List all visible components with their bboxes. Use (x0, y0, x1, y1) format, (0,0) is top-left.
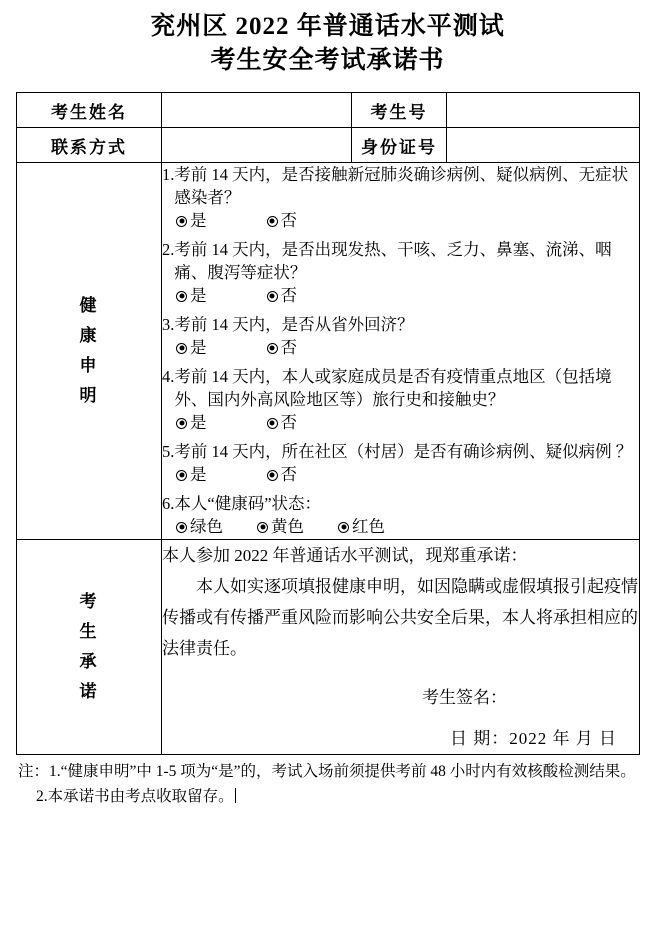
option-q6-yellow-label: 黄色 (271, 517, 304, 536)
option-q1-no-label: 否 (280, 211, 297, 230)
option-q1-yes[interactable] (176, 211, 207, 231)
field-candidate-number[interactable] (447, 93, 640, 128)
question-5-options (176, 465, 639, 485)
radio-icon[interactable] (267, 343, 278, 354)
option-q2-no-label: 否 (280, 286, 297, 305)
commitment-form-table (16, 92, 640, 755)
option-q2-yes[interactable] (176, 286, 207, 306)
table-row (17, 93, 640, 128)
footnote-2 (18, 784, 639, 809)
option-q6-yellow[interactable] (257, 517, 304, 537)
option-q3-yes[interactable] (176, 338, 207, 358)
question-2 (162, 238, 639, 284)
radio-icon[interactable] (267, 470, 278, 481)
option-q1-yes-label: 是 (190, 211, 207, 230)
option-q5-yes[interactable] (176, 465, 207, 485)
question-3-options (176, 338, 639, 358)
question-6-number: 6. (162, 494, 175, 513)
pledge-row (17, 540, 640, 755)
pledge-cell (162, 540, 640, 755)
question-2-number: 2. (162, 240, 175, 259)
question-5 (162, 440, 639, 463)
radio-icon[interactable] (176, 291, 187, 302)
option-q3-yes-label: 是 (190, 338, 207, 357)
option-q6-green[interactable] (176, 517, 223, 537)
option-q4-no[interactable] (267, 413, 298, 433)
option-q1-no[interactable] (267, 211, 298, 231)
radio-icon[interactable] (267, 291, 278, 302)
pledge-label-char-4: 诺 (79, 682, 99, 701)
radio-icon[interactable] (338, 522, 349, 533)
question-3 (162, 313, 639, 336)
table-row (17, 128, 640, 163)
label-candidate-number: 考生号 (352, 93, 447, 128)
option-q6-green-label: 绿色 (190, 517, 223, 536)
pledge-paragraph-1: 本人参加 2022 年普通话水平测试，现郑重承诺： (162, 546, 528, 565)
label-candidate-pledge (17, 540, 162, 755)
question-1-options (176, 211, 639, 231)
health-label-char-4: 明 (79, 386, 99, 405)
health-label-char-3: 申 (79, 356, 99, 375)
date-line[interactable]: 日 期：2022 年 月 日 (450, 729, 617, 748)
question-1 (162, 163, 639, 209)
radio-icon[interactable] (267, 418, 278, 429)
label-contact: 联系方式 (17, 128, 162, 163)
pledge-paragraph-2: 本人如实逐项填报健康申明，如因隐瞒或虚假填报引起疫情传播或有传播严重风险而影响公共安全后果，本人将承担相应的法律责任。 (162, 577, 638, 658)
field-contact[interactable] (162, 128, 352, 163)
option-q5-no-label: 否 (280, 465, 297, 484)
question-2-options (176, 286, 639, 306)
radio-icon[interactable] (267, 216, 278, 227)
option-q4-yes-label: 是 (190, 413, 207, 432)
pledge-label-char-3: 承 (79, 652, 99, 671)
question-2-text: 考前 14 天内，是否出现发热、干咳、乏力、鼻塞、流涕、咽痛、腹泻等症状？ (174, 240, 612, 282)
footnotes (16, 759, 639, 809)
page-title (16, 0, 639, 78)
question-3-number: 3. (162, 315, 175, 334)
radio-icon[interactable] (176, 216, 187, 227)
label-id-number: 身份证号 (352, 128, 447, 163)
option-q2-yes-label: 是 (190, 286, 207, 305)
option-q6-red[interactable] (338, 517, 385, 537)
title-line-1: 兖州区 2022 年普通话水平测试 (150, 13, 505, 40)
radio-icon[interactable] (257, 522, 268, 533)
field-candidate-name[interactable] (162, 93, 352, 128)
question-1-text: 考前 14 天内，是否接触新冠肺炎确诊病例、疑似病例、无症状感染者？ (174, 165, 629, 207)
field-id-number[interactable] (447, 128, 640, 163)
question-4-options (176, 413, 639, 433)
question-5-text: 考前 14 天内，所在社区（村居）是否有确诊病例、疑似病例 ？ (174, 442, 633, 461)
option-q5-yes-label: 是 (190, 465, 207, 484)
question-4-number: 4. (162, 367, 175, 386)
label-health-declaration (17, 163, 162, 540)
pledge-label-char-1: 考 (79, 592, 99, 611)
question-1-number: 1. (162, 165, 175, 184)
radio-icon[interactable] (176, 470, 187, 481)
option-q5-no[interactable] (267, 465, 298, 485)
question-4-text: 考前 14 天内，本人或家庭成员是否有疫情重点地区（包括境外、国内外高风险地区等）旅行史和接触史？ (174, 367, 612, 409)
question-4 (162, 365, 639, 411)
option-q3-no-label: 否 (280, 338, 297, 357)
health-declaration-row (17, 163, 640, 540)
question-5-number: 5. (162, 442, 175, 461)
radio-icon[interactable] (176, 418, 187, 429)
health-questions-cell (162, 163, 640, 540)
health-label-char-1: 健 (79, 296, 99, 315)
option-q2-no[interactable] (267, 286, 298, 306)
footnote-1: 注：1.“健康申明”中 1-5 项为“是”的，考试入场前须提供考前 48 小时内有效核酸检测结果。 (18, 763, 636, 780)
question-3-text: 考前 14 天内，是否从省外回济？ (174, 315, 414, 334)
question-6-text: 本人“健康码”状态： (174, 494, 322, 513)
question-6-options (176, 517, 639, 537)
option-q4-yes[interactable] (176, 413, 207, 433)
title-line-2: 考生安全考试承诺书 (210, 47, 445, 74)
option-q4-no-label: 否 (280, 413, 297, 432)
health-label-char-2: 康 (79, 326, 99, 345)
footnote-2-text: 2.本承诺书由考点收取留存。 (36, 788, 234, 805)
option-q3-no[interactable] (267, 338, 298, 358)
signature-line[interactable]: 考生签名： (422, 688, 507, 707)
text-cursor-icon (235, 788, 236, 803)
radio-icon[interactable] (176, 522, 187, 533)
pledge-label-char-2: 生 (79, 622, 99, 641)
label-candidate-name: 考生姓名 (17, 93, 162, 128)
question-6 (162, 492, 639, 515)
radio-icon[interactable] (176, 343, 187, 354)
option-q6-red-label: 红色 (352, 517, 385, 536)
